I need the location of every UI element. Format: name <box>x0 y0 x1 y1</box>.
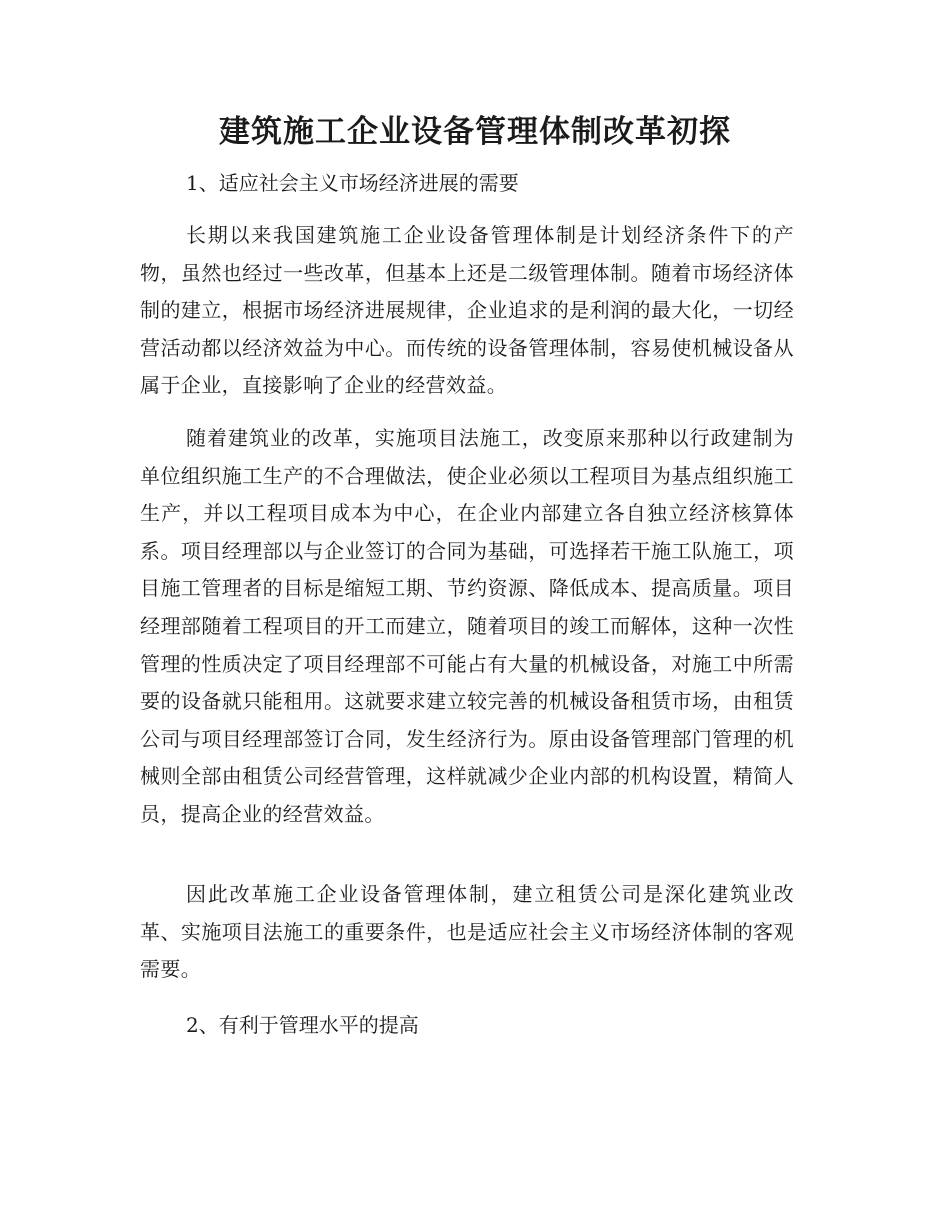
document-title: 建筑施工企业设备管理体制改革初探 <box>219 114 731 150</box>
paragraph-1: 长期以来我国建筑施工企业设备管理体制是计划经济条件下的产物，虽然也经过一些改革，但基本上还是二级管理体制。随着市场经济体制的建立，根据市场经济进展规律，企业追求的是利润的最大化，一切经营活动都以经济效益为中心。而传统的设备管理体制，容易使机械设备从属于企业，直接影响了企业的经营效益。 <box>140 223 794 398</box>
paragraph-2: 随着建筑业的改革，实施项目法施工，改变原来那种以行政建制为单位组织施工生产的不合理做法，使企业必须以工程项目为基点组织施工生产，并以工程项目成本为中心，在企业内部建立各自独立经济核算体系。项目经理部以与企业签订的合同为基础，可选择若干施工队施工，项目施工管理者的目标是缩短工期、节约资源、降低成本、提高质量。项目经理部随着工程项目的开工而建立，随着项目的竣工而解体，这种一次性管理的性质决定了项目经理部不可能占有大量的机械设备，对施工中所需要的设备就只能租用。这就要求建立较完善的机械设备租赁市场，由租赁公司与项目经理部签订合同，发生经济行为。原由设备管理部门管理的机械则全部由租赁公司经营管理，这样就减少企业内部的机构设置，精简人员，提高企业的经营效益。 <box>140 426 794 826</box>
section-1-heading: 1、适应社会主义市场经济进展的需要 <box>186 171 519 195</box>
section-2-heading: 2、有利于管理水平的提高 <box>186 1013 419 1037</box>
paragraph-3: 因此改革施工企业设备管理体制，建立租赁公司是深化建筑业改革、实施项目法施工的重要条件，也是适应社会主义市场经济体制的客观需要。 <box>140 882 794 982</box>
